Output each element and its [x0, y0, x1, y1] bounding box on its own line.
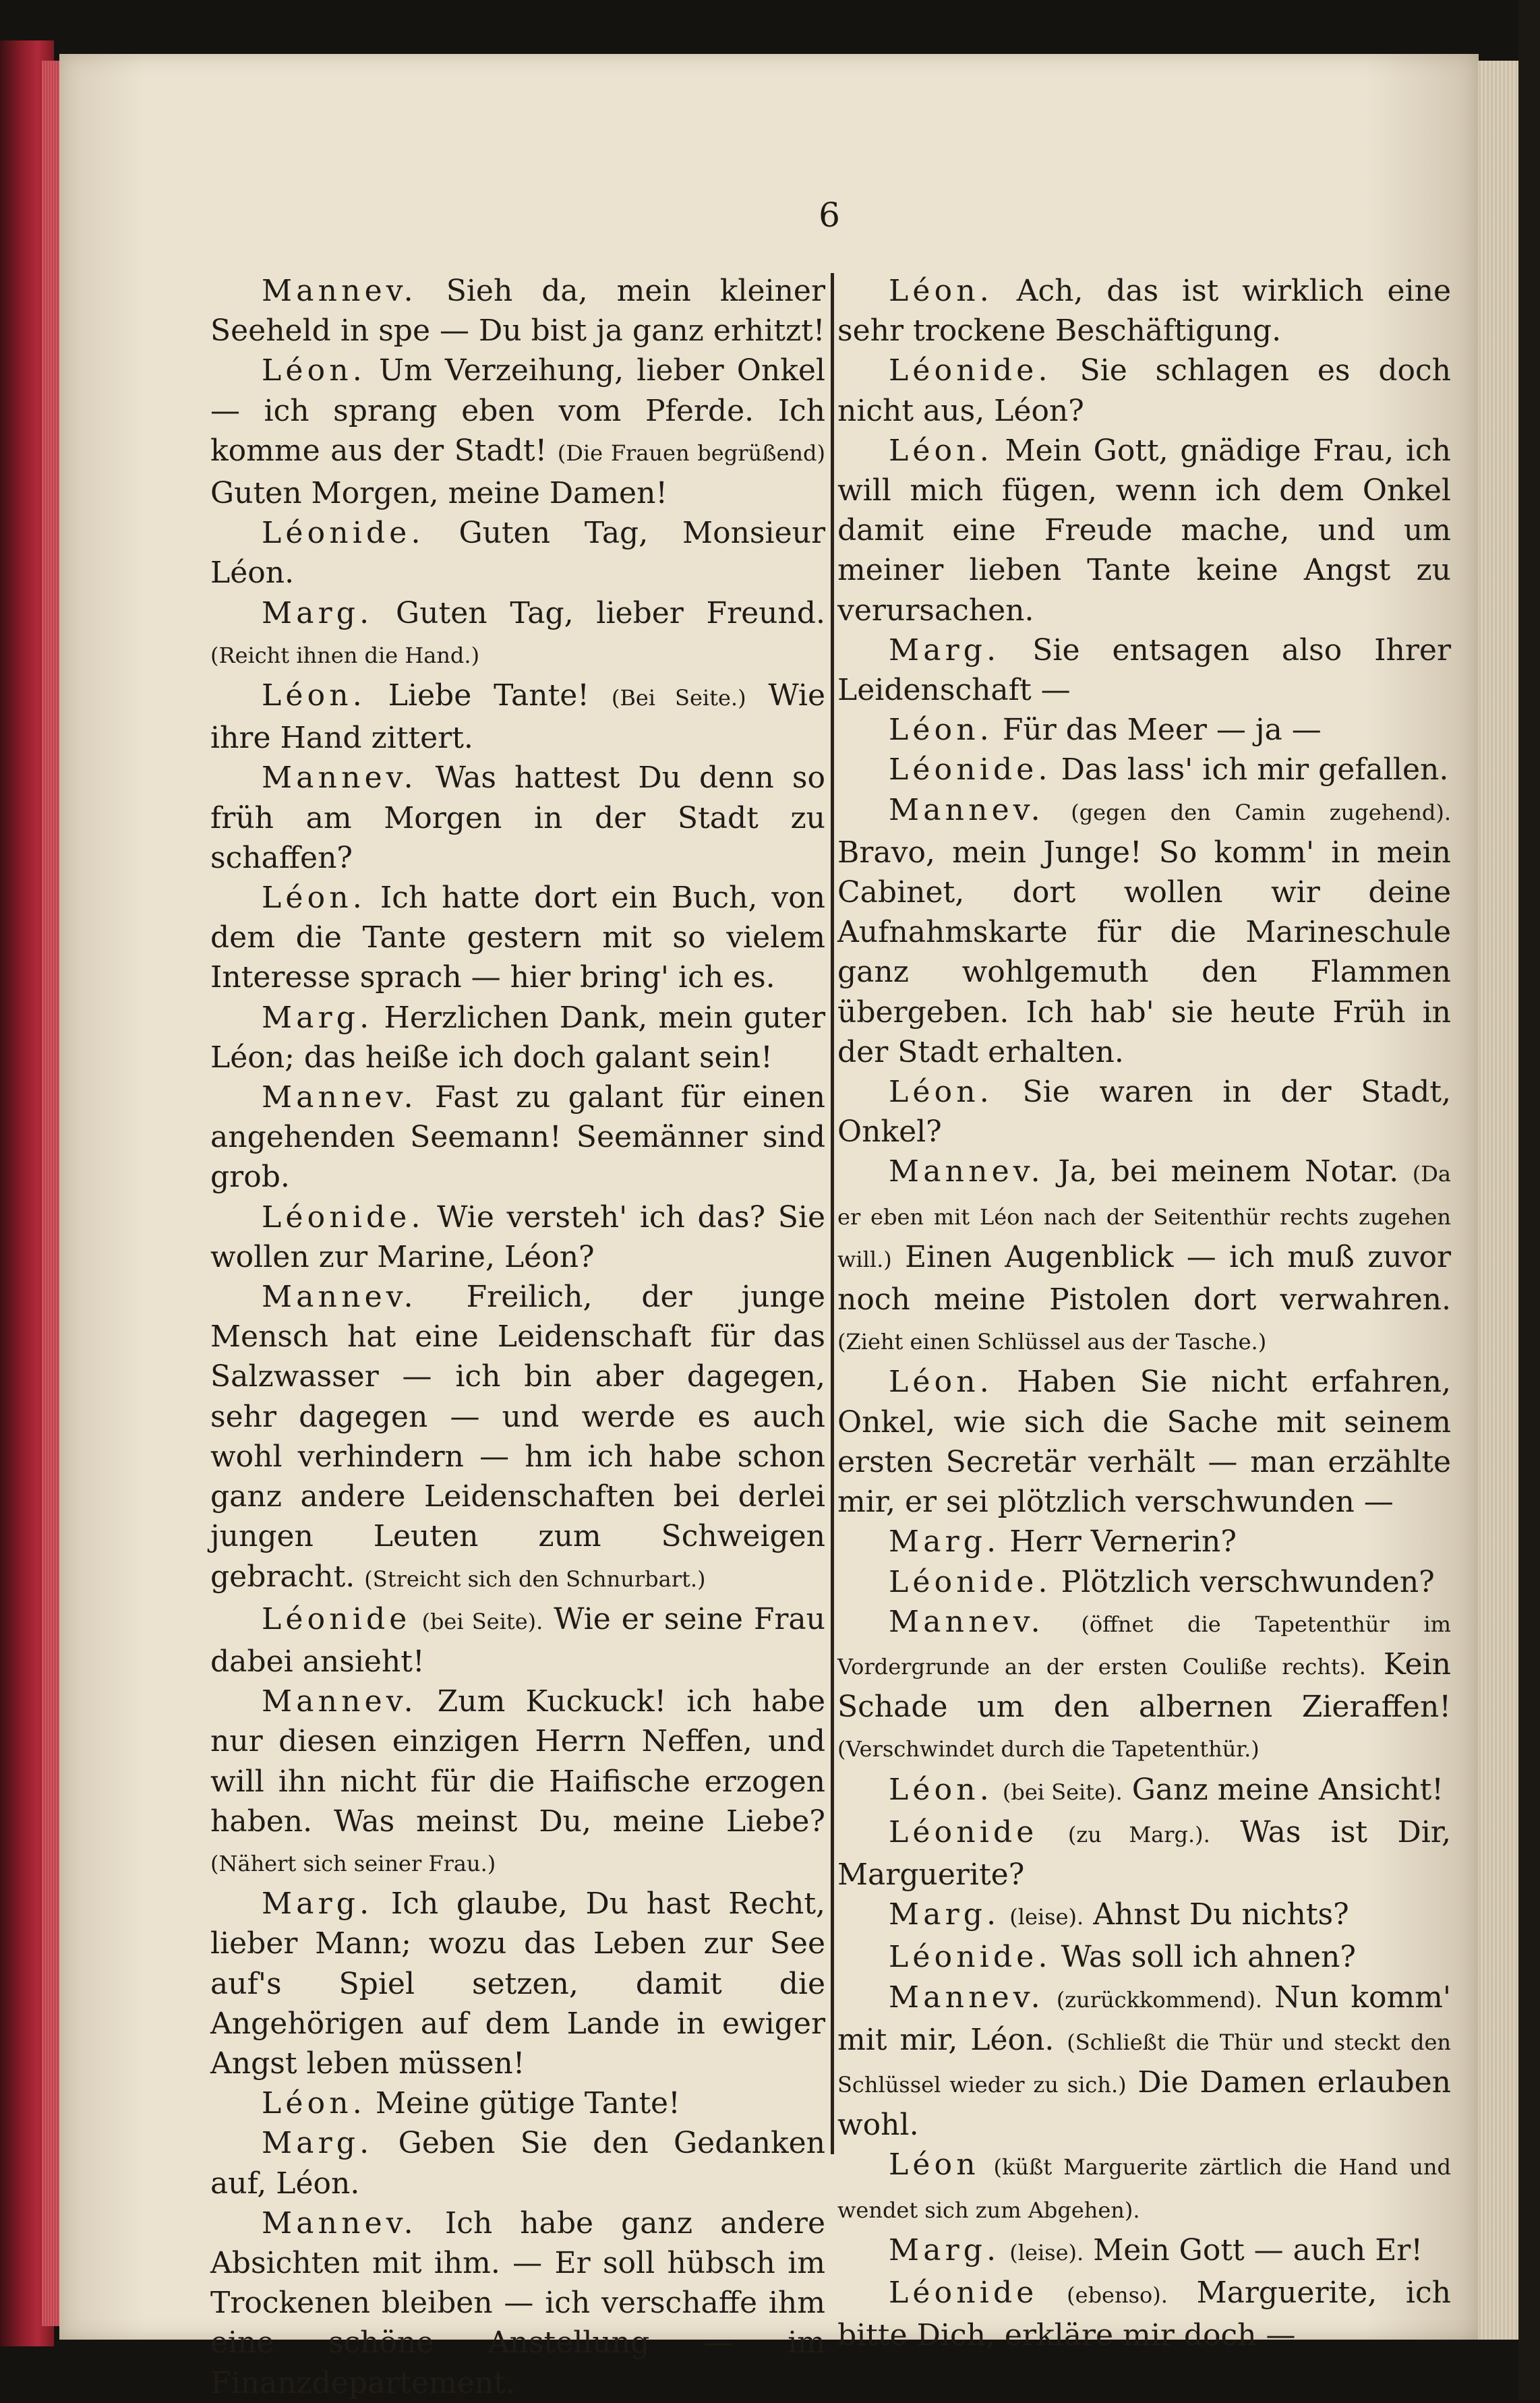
dialogue-text: Ich glaube, Du hast Recht, lieber Mann; wozu das Leben zur See auf's Spiel setzen, damit die Angehörigen auf dem Lande in ewiger Angst leben müssen! [210, 1887, 825, 2081]
dialogue-paragraph [210, 593, 825, 676]
dialogue-paragraph [837, 351, 1451, 430]
dialogue-text: Kein Schade um den albernen Zieraffen! [837, 1646, 1451, 1725]
speaker-name: Mannev. [262, 1080, 417, 1115]
dialogue-paragraph [837, 1562, 1451, 1602]
speaker-name: Léonide [889, 2275, 1038, 2310]
speaker-name: Léon. [262, 2086, 366, 2121]
speaker-name: Léon. [889, 1772, 993, 1807]
dialogue-paragraph [210, 1277, 825, 1599]
speaker-name: Léonide. [262, 1199, 425, 1235]
speaker-name: Léon. [889, 433, 993, 468]
dialogue-text: Sie entsagen also Ihrer Leidenschaft — [837, 632, 1451, 708]
dialogue-text: Herr Vernerin? [1009, 1524, 1237, 1560]
speaker-name: Léonide [889, 1814, 1038, 1849]
speaker-name: Mannev. [889, 1604, 1044, 1639]
stage-direction: (Reicht ihnen die Hand.) [210, 642, 480, 668]
dialogue-paragraph [837, 271, 1451, 351]
dialogue-paragraph [210, 2203, 825, 2403]
dialogue-paragraph [837, 2145, 1451, 2230]
dialogue-paragraph [837, 790, 1451, 1072]
speaker-name: Marg. [889, 632, 1001, 668]
dialogue-text: Für das Meer — ja — [1002, 713, 1322, 748]
right-column [837, 271, 1451, 2355]
stage-direction: (bei Seite). [1002, 1779, 1123, 1805]
dialogue-paragraph [837, 2273, 1451, 2355]
speaker-name: Mannev. [889, 1154, 1044, 1189]
speaker-name: Marg. [262, 1000, 374, 1035]
speaker-name: Marg. [889, 1897, 1001, 1932]
dialogue-paragraph [210, 998, 825, 1077]
speaker-name: Mannev. [262, 1280, 417, 1315]
speaker-name: Marg. [262, 1887, 374, 1922]
speaker-name: Léon [889, 2147, 980, 2183]
background-edge [1518, 0, 1540, 2400]
dialogue-paragraph [210, 271, 825, 351]
dialogue-paragraph [210, 1599, 825, 1682]
dialogue-paragraph [837, 1978, 1451, 2145]
stage-direction: (bei Seite). [421, 1608, 543, 1634]
dialogue-text: Einen Augenblick — ich muß zuvor noch meine Pistolen dort verwahren. [837, 1239, 1451, 1317]
dialogue-text: Bravo, mein Junge! So komm' in mein Cabinet, dort wollen wir deine Aufnahmskarte für die Marineschule ganz wohlgemuth den Flammen übergeben. Ich hab' sie heute Früh in der Stadt erhalten. [837, 835, 1451, 1069]
dialogue-paragraph [210, 1077, 825, 1197]
dialogue-text: Zum Kuckuck! ich habe nur diesen einzigen Herrn Neffen, und will ihn nicht für die Haifische erzogen haben. Was meinst Du, meine Liebe? [210, 1684, 825, 1839]
dialogue-text: Ich hatte dort ein Buch, von dem die Tante gestern mit so vielem Interesse sprach — hier bring' ich es. [210, 881, 825, 995]
speaker-name: Mannev. [262, 2205, 417, 2241]
dialogue-text: Liebe Tante! [388, 678, 589, 713]
speaker-name: Léonide [262, 1601, 411, 1636]
dialogue-paragraph [210, 351, 825, 513]
dialogue-text: Mein Gott — auch Er! [1093, 2232, 1423, 2267]
speaker-name: Mannev. [889, 1980, 1044, 2015]
dialogue-paragraph [210, 513, 825, 593]
speaker-name: Mannev. [262, 761, 417, 796]
dialogue-text: Plötzlich verschwunden? [1061, 1564, 1435, 1599]
dialogue-text: Ach, das ist wirklich eine sehr trockene Beschäftigung. [837, 274, 1451, 349]
dialogue-paragraph [837, 750, 1451, 790]
dialogue-text: Guten Morgen, meine Damen! [210, 476, 668, 511]
speaker-name: Marg. [262, 595, 374, 630]
dialogue-text: Was ist Dir, Marguerite? [837, 1814, 1451, 1892]
column-divider [831, 273, 834, 2154]
stage-direction: (zu Marg.). [1067, 1821, 1210, 1847]
speaker-name: Marg. [262, 2126, 374, 2161]
stage-direction: (Schließt die Thür und steckt den Schlüssel wieder zu sich.) [837, 2029, 1451, 2098]
stage-direction: (leise). [1009, 2239, 1084, 2265]
dialogue-paragraph [837, 1895, 1451, 1937]
dialogue-paragraph [837, 431, 1451, 630]
dialogue-paragraph [837, 1602, 1451, 1770]
dialogue-paragraph [210, 1884, 825, 2083]
dialogue-text: Sie schlagen es doch nicht aus, Léon? [837, 353, 1451, 428]
stage-direction: (öffnet die Tapetenthür im Vordergrunde an der ersten Couliße rechts). [837, 1611, 1451, 1680]
dialogue-text: Ich habe ganz andere Absichten mit ihm. — Er soll hübsch im Trockenen bleiben — ich verschaffe ihm eine schöne Anstellung — im Finanzdepartement. [210, 2205, 825, 2400]
speaker-name: Léon. [889, 1365, 993, 1400]
speaker-name: Léonide. [889, 752, 1052, 788]
speaker-name: Mannev. [262, 1684, 417, 1719]
speaker-name: Léonide. [889, 1564, 1052, 1599]
stage-direction: (küßt Marguerite zärtlich die Hand und wendet sich zum Abgehen). [837, 2154, 1451, 2223]
speaker-name: Léon. [262, 678, 366, 713]
dialogue-text: Guten Tag, lieber Freund. [396, 595, 825, 630]
stage-direction: (Da er eben mit Léon nach der Seitenthür rechts zugehen will.) [837, 1161, 1451, 1272]
dialogue-paragraph [837, 1937, 1451, 1977]
dialogue-text: Um Verzeihung, lieber Onkel — ich sprang eben vom Pferde. Ich komme aus der Stadt! [210, 353, 825, 468]
speaker-name: Léonide. [262, 516, 425, 551]
speaker-name: Marg. [889, 1524, 1001, 1560]
page-stack [1478, 61, 1518, 2340]
dialogue-text: Haben Sie nicht erfahren, Onkel, wie sich die Sache mit seinem ersten Secretär verhält — man erzählte mir, er sei plötzlich verschwunden — [837, 1365, 1451, 1520]
page-number: 6 [819, 196, 840, 235]
speaker-name: Léon. [262, 881, 366, 916]
dialogue-paragraph [837, 1362, 1451, 1522]
dialogue-paragraph [210, 676, 825, 758]
dialogue-text: Ahnst Du nichts? [1093, 1897, 1349, 1932]
dialogue-paragraph [837, 1072, 1451, 1152]
dialogue-text: Fast zu galant für einen angehenden Seemann! Seemänner sind grob. [210, 1080, 825, 1195]
dialogue-paragraph [210, 2123, 825, 2203]
dialogue-paragraph [210, 758, 825, 878]
speaker-name: Léon. [262, 353, 366, 388]
dialogue-text: Wie er seine Frau dabei ansieht! [210, 1601, 825, 1679]
stage-direction: (Bei Seite.) [611, 685, 746, 711]
dialogue-text: Meine gütige Tante! [375, 2086, 680, 2121]
speaker-name: Léonide. [889, 1940, 1052, 1975]
dialogue-text: Herzlichen Dank, mein guter Léon; das heiße ich doch galant sein! [210, 1000, 825, 1075]
dialogue-text: Wie versteh' ich das? Sie wollen zur Marine, Léon? [210, 1199, 825, 1274]
stage-direction: (Nähert sich seiner Frau.) [210, 1850, 496, 1876]
stage-direction: (Zieht einen Schlüssel aus der Tasche.) [837, 1329, 1267, 1355]
stage-direction: (Verschwindet durch die Tapetenthür.) [837, 1736, 1260, 1762]
dialogue-text: Was hattest Du denn so früh am Morgen in der Stadt zu schaffen? [210, 761, 825, 875]
stage-direction: (Die Frauen begrüßend) [557, 440, 825, 466]
stage-direction: (leise). [1009, 1904, 1084, 1930]
speaker-name: Mannev. [262, 274, 417, 308]
dialogue-paragraph [210, 1197, 825, 1277]
dialogue-text: Das lass' ich mir gefallen. [1061, 752, 1449, 788]
stage-direction: (ebenso). [1067, 2282, 1168, 2308]
speaker-name: Léon. [889, 713, 993, 748]
dialogue-paragraph [210, 1682, 825, 1884]
dialogue-text: Marguerite, ich bitte Dich, erkläre mir doch — [837, 2275, 1451, 2353]
speaker-name: Léonide. [889, 353, 1052, 388]
stage-direction: (Streicht sich den Schnurbart.) [364, 1566, 706, 1592]
dialogue-paragraph [837, 1152, 1451, 1362]
dialogue-text: Sie waren in der Stadt, Onkel? [837, 1075, 1451, 1150]
stage-direction: (zurückkommend). [1056, 1986, 1263, 2013]
dialogue-text: Wie ihre Hand zittert. [210, 678, 825, 756]
stage-direction: (gegen den Camin zugehend). [1071, 799, 1451, 825]
dialogue-text: Die Damen erlauben wohl. [837, 2065, 1451, 2143]
dialogue-paragraph [837, 1770, 1451, 1812]
dialogue-text: Was soll ich ahnen? [1061, 1940, 1356, 1975]
speaker-name: Léon. [889, 1075, 993, 1110]
dialogue-paragraph [837, 2230, 1451, 2273]
dialogue-paragraph [210, 2083, 825, 2123]
dialogue-paragraph [837, 1812, 1451, 1895]
dialogue-text: Sieh da, mein kleiner Seeheld in spe — Du bist ja ganz erhitzt! [210, 274, 825, 349]
dialogue-paragraph [837, 1522, 1451, 1562]
dialogue-text: Nun komm' mit mir, Léon. [837, 1980, 1451, 2057]
dialogue-text: Mein Gott, gnädige Frau, ich will mich fügen, wenn ich dem Onkel damit eine Freude mache, und um meiner lieben Tante keine Angst zu verursachen. [837, 433, 1451, 628]
dialogue-text: Ganz meine Ansicht! [1131, 1772, 1444, 1807]
speaker-name: Mannev. [889, 792, 1044, 827]
dialogue-text: Ja, bei meinem Notar. [1058, 1154, 1399, 1189]
dialogue-paragraph [837, 630, 1451, 710]
dialogue-paragraph [837, 710, 1451, 750]
left-column [210, 271, 825, 2403]
speaker-name: Léon. [889, 274, 993, 308]
dialogue-paragraph [210, 878, 825, 998]
dialogue-text: Geben Sie den Gedanken auf, Léon. [210, 2126, 825, 2201]
dialogue-text: Freilich, der junge Mensch hat eine Leidenschaft für das Salzwasser — ich bin aber dagegen, sehr dagegen — und werde es auch wohl verhindern — hm ich habe schon ganz andere Leidenschaften bei derlei jungen Leuten zum Schweigen gebracht. [210, 1280, 825, 1594]
speaker-name: Marg. [889, 2232, 1001, 2267]
dialogue-text: Guten Tag, Monsieur Léon. [210, 516, 825, 591]
